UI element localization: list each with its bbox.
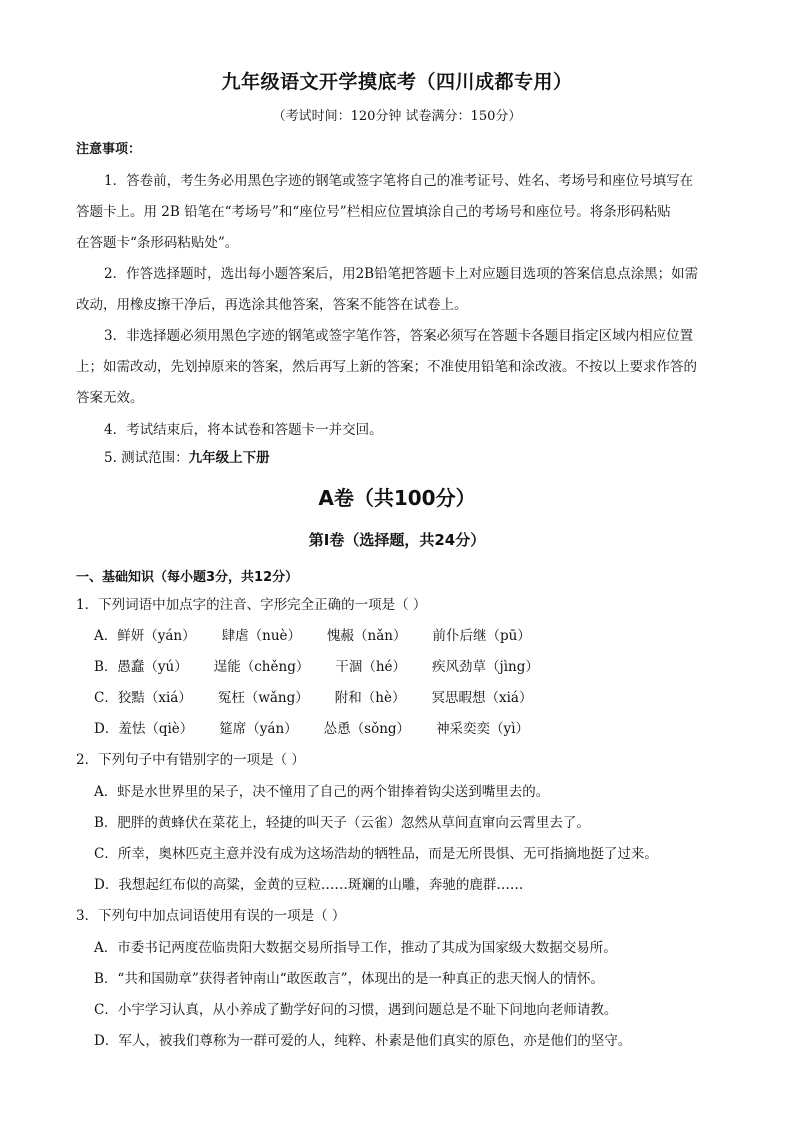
q3-option-d: D．军人，被我们尊称为一群可爱的人，纯粹、朴素是他们真实的原色，亦是他们的坚守。 bbox=[94, 1033, 632, 1049]
option-item: 逞能（chěng） bbox=[213, 659, 310, 675]
option-label: D． bbox=[94, 721, 119, 737]
question-1-stem: 1．下列词语中加点字的注音、字形完全正确的一项是（ ） bbox=[76, 597, 427, 613]
option-item: 狡黠（xiá） bbox=[117, 690, 192, 706]
notice-line: 在答题卡“条形码粘贴处”。 bbox=[76, 235, 239, 251]
option-item: 鲜妍（yán） bbox=[117, 628, 196, 644]
q1-option-d bbox=[94, 719, 529, 739]
option-label: A． bbox=[94, 628, 118, 644]
option-item: 冥思暇想（xiá） bbox=[431, 690, 533, 706]
exam-info: （考试时间：120分钟 试卷满分：150分） bbox=[272, 109, 522, 124]
option-item: 羞怯（qiè） bbox=[118, 721, 194, 737]
q1-option-c bbox=[94, 688, 532, 708]
notice-line: 1．答卷前，考生务必用黑色字迹的钢笔或签字笔将自己的准考证号、姓名、考场号和座位号填写在 bbox=[104, 173, 694, 189]
option-item: 冤枉（wǎng） bbox=[217, 690, 309, 706]
notice-line: 2．作答选择题时，选出每小题答案后，用2B铅笔把答题卡上对应题目选项的答案信息点涂黑；如需 bbox=[104, 266, 699, 282]
option-item: 愧赧（nǎn） bbox=[327, 628, 407, 644]
q2-option-c: C．所幸，奥林匹克主意并没有成为这场浩劫的牺牲品，而是无所畏惧、无可指摘地挺了过来。 bbox=[94, 846, 658, 862]
notice-line: 答案无效。 bbox=[76, 390, 144, 406]
option-item: 疾风劲草（jìng） bbox=[432, 659, 539, 675]
option-item: 前仆后继（pū） bbox=[432, 628, 531, 644]
notice-line: 改动，用橡皮擦干净后，再选涂其他答案，答案不能答在试卷上。 bbox=[76, 297, 468, 313]
notice-line: 答题卡上。用 2B 铅笔在“考场号”和“座位号”栏相应位置填涂自己的考场号和座位号。将条形码粘贴 bbox=[76, 204, 671, 220]
q3-option-a: A．市委书记两度莅临贵阳大数据交易所指导工作，推动了其成为国家级大数据交易所。 bbox=[94, 940, 617, 956]
option-item: 愚蠢（yú） bbox=[117, 659, 188, 675]
section-1-title: 第Ⅰ卷（选择题，共24分） bbox=[308, 531, 486, 549]
option-item: 附和（hè） bbox=[334, 690, 406, 706]
option-item: 怂恿（sǒng） bbox=[323, 721, 411, 737]
q2-option-a: A．虾是水世界里的呆子，决不憧用了自己的两个钳捧着钩尖送到嘴里去的。 bbox=[94, 784, 550, 800]
test-scope bbox=[104, 448, 270, 468]
q2-option-b: B．肥胖的黄蜂伏在菜花上，轻捷的叫天子（云雀）忽然从草间直窜向云霄里去了。 bbox=[94, 815, 590, 831]
q3-option-b: B．“共和国勋章”获得者钟南山“敢医敢言”，体现出的是一种真正的悲天悯人的情怀。 bbox=[94, 971, 605, 987]
page-title: 九年级语文开学摸底考（四川成都专用） bbox=[221, 71, 573, 93]
option-item: 干涸（hé） bbox=[335, 659, 407, 675]
q1-option-b bbox=[94, 657, 539, 677]
test-scope-label: 5. 测试范围： bbox=[104, 450, 189, 466]
option-item: 神采奕奕（yì） bbox=[436, 721, 530, 737]
question-2-stem: 2．下列句子中有错别字的一项是（ ） bbox=[76, 752, 305, 768]
option-item: 肆虐（nuè） bbox=[221, 628, 302, 644]
part1-heading: 一、基础知识（每小题3分，共12分） bbox=[76, 570, 299, 585]
option-label: B． bbox=[94, 659, 118, 675]
notice-line: 上；如需改动，先划掉原来的答案，然后再写上新的答案；不准使用铅笔和涂改液。不按以上要求作答的 bbox=[76, 359, 697, 375]
notice-line: 3．非选择题必须用黑色字迹的钢笔或签字笔作答，答案必须写在答题卡各题目指定区域内相应位置 bbox=[104, 328, 694, 344]
notice-heading: 注意事项： bbox=[76, 142, 142, 157]
q3-option-c: C．小宇学习认真，从小养成了勤学好问的习惯，遇到问题总是不耻下问地向老师请教。 bbox=[94, 1002, 618, 1018]
test-scope-value: 九年级上下册 bbox=[188, 450, 270, 466]
option-item: 筵席（yán） bbox=[219, 721, 298, 737]
question-3-stem: 3．下列句中加点词语使用有误的一项是（ ） bbox=[76, 908, 346, 924]
section-a-title: A卷（共100分） bbox=[318, 486, 476, 510]
q2-option-d: D．我想起红布似的高粱，金黄的豆粒……斑斓的山雕，奔驰的鹿群…… bbox=[94, 877, 524, 893]
option-label: C． bbox=[94, 690, 118, 706]
notice-line: 4．考试结束后，将本试卷和答题卡一并交回。 bbox=[104, 422, 383, 438]
q1-option-a bbox=[94, 626, 531, 646]
